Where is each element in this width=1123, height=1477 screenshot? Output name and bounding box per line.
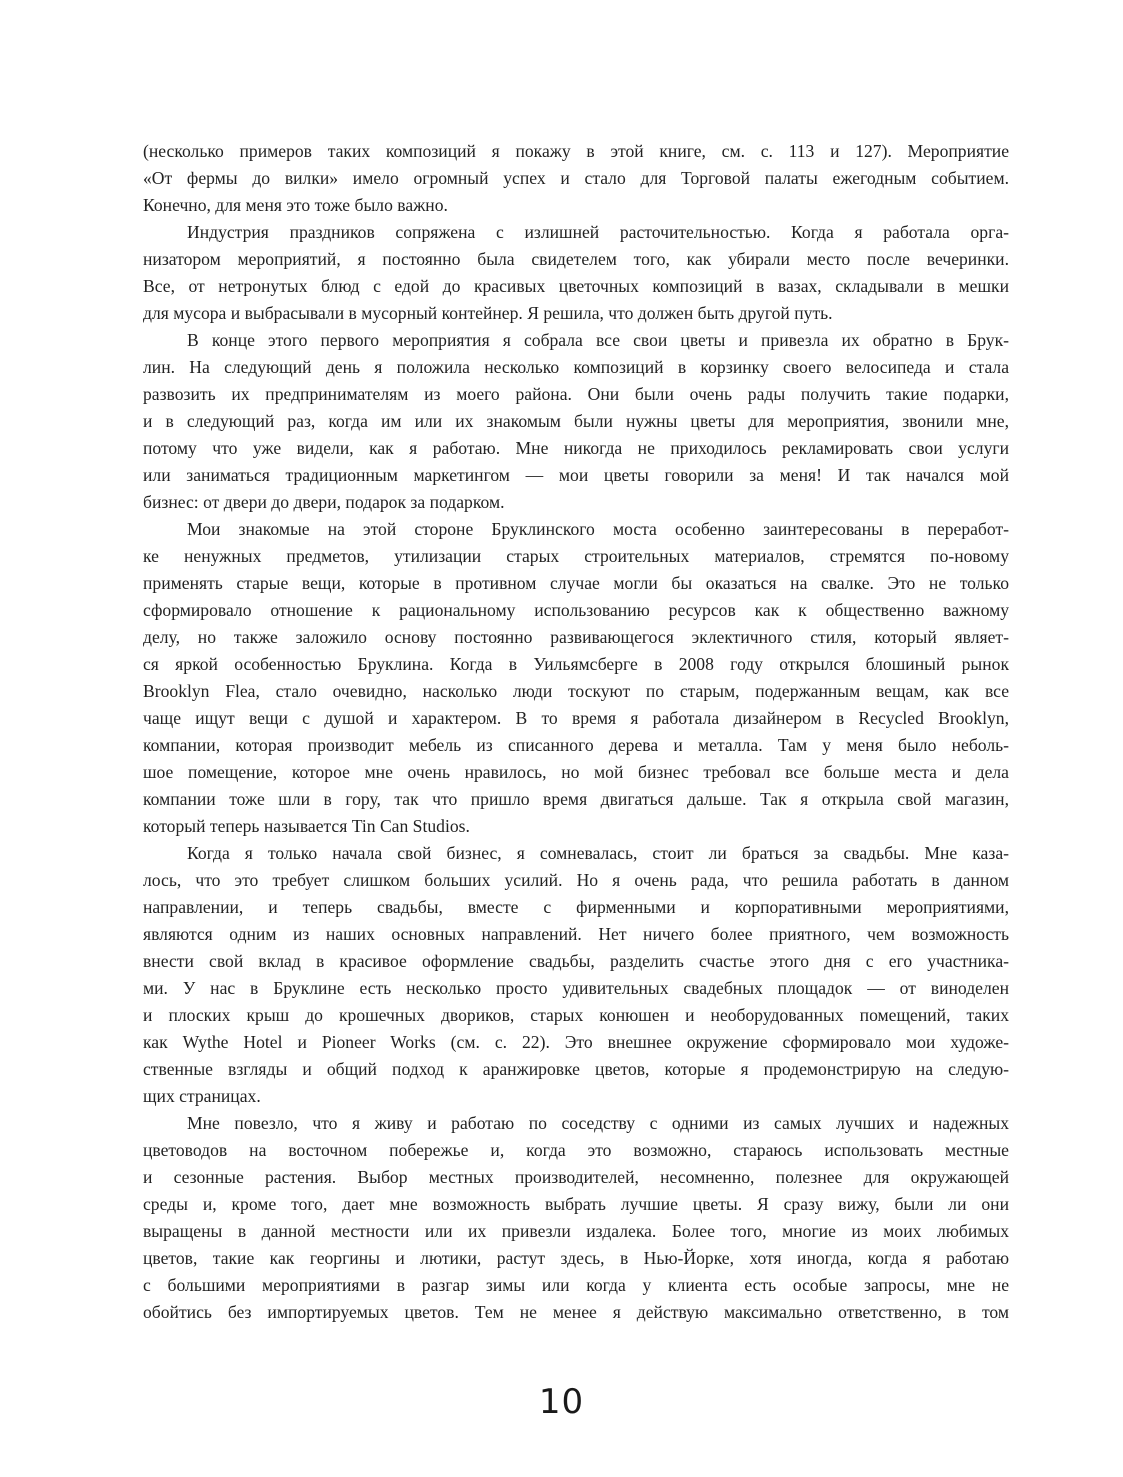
text-line: В конце этого первого мероприятия я собрала все свои цветы и привезла их обратно в Брук-	[187, 330, 1009, 350]
page-number: 10	[538, 1382, 585, 1422]
text-line: являются одним из наших основных направлений. Нет ничего более приятного, чем возможность	[143, 924, 1009, 944]
text-line: как Wythe Hotel и Pioneer Works (см. с. 22). Это внешнее окружение сформировало мои художе-	[143, 1032, 1009, 1052]
text-line: сформировало отношение к рациональному использованию ресурсов как к общественно важному	[143, 600, 1009, 620]
text-line: лось, что это требует слишком больших усилий. Но я очень рада, что решила работать в данном	[143, 870, 1009, 890]
body-text	[143, 138, 1009, 1326]
text-line: ся яркой особенностью Бруклина. Когда в Уильямсберге в 2008 году открылся блошиный рынок	[143, 654, 1009, 674]
paragraph	[143, 327, 1009, 516]
text-line: с большими мероприятиями в разгар зимы или когда у клиента есть особые запросы, мне не	[143, 1275, 1009, 1295]
text-line: (несколько примеров таких композиций я покажу в этой книге, см. с. 113 и 127). Мероприятие	[143, 141, 1009, 161]
paragraph	[143, 1110, 1009, 1326]
text-line: цветов, такие как георгины и лютики, растут здесь, в Нью-Йорке, хотя иногда, когда я работаю	[143, 1248, 1009, 1268]
paragraph	[143, 138, 1009, 219]
paragraph	[143, 516, 1009, 840]
text-line: низатором мероприятий, я постоянно была свидетелем того, как убирали место после вечеринки.	[143, 249, 1009, 269]
text-line: лин. На следующий день я положила несколько композиций в корзинку своего велосипеда и стала	[143, 357, 1009, 377]
text-line: Мои знакомые на этой стороне Бруклинского моста особенно заинтересованы в переработ-	[187, 519, 1009, 539]
text-line: развозить их предпринимателям из моего района. Они были очень рады получить такие подарки,	[143, 384, 1009, 404]
text-line: Brooklyn Flea, стало очевидно, насколько люди тоскуют по старым, подержанным вещам, как все	[143, 681, 1009, 701]
text-line: для мусора и выбрасывали в мусорный контейнер. Я решила, что должен быть другой путь.	[143, 303, 833, 323]
text-line: Индустрия праздников сопряжена с излишней расточительностью. Когда я работала орга-	[187, 222, 1009, 242]
text-line: потому что уже видели, как я работаю. Мне никогда не приходилось рекламировать свои услуги	[143, 438, 1009, 458]
text-line: направлении, и теперь свадьбы, вместе с фирменными и корпоративными мероприятиями,	[143, 897, 1009, 917]
text-line: который теперь называется Tin Can Studios.	[143, 816, 470, 836]
text-line: среды и, кроме того, дает мне возможность выбрать лучшие цветы. Я сразу вижу, были ли они	[143, 1194, 1009, 1214]
text-line: и плоских крыш до крошечных двориков, старых конюшен и необорудованных помещений, таких	[143, 1005, 1009, 1025]
text-line: компании тоже шли в гору, так что пришло время двигаться дальше. Так я открыла свой магазин,	[143, 789, 1009, 809]
text-line: ми. У нас в Бруклине есть несколько просто удивительных свадебных площадок — от виноделен	[143, 978, 1009, 998]
text-line: применять старые вещи, которые в противном случае могли бы оказаться на свалке. Это не только	[143, 573, 1009, 593]
paragraph	[143, 219, 1009, 327]
text-line: и сезонные растения. Выбор местных производителей, несомненно, полезнее для окружающей	[143, 1167, 1009, 1187]
text-line: ственные взгляды и общий подход к аранжировке цветов, которые я продемонстрирую на следую-	[143, 1059, 1009, 1079]
text-line: щих страницах.	[143, 1086, 261, 1106]
text-line: шое помещение, которое мне очень нравилось, но мой бизнес требовал все больше места и дела	[143, 762, 1009, 782]
text-line: ке ненужных предметов, утилизации старых строительных материалов, стремятся по-новому	[143, 546, 1009, 566]
paragraph	[143, 840, 1009, 1110]
text-line: Мне повезло, что я живу и работаю по соседству с одними из самых лучших и надежных	[187, 1113, 1009, 1133]
text-line: чаще ищут вещи с душой и характером. В то время я работала дизайнером в Recycled Brooklyn,	[143, 708, 1009, 728]
text-line: Когда я только начала свой бизнес, я сомневалась, стоит ли браться за свадьбы. Мне каза-	[187, 843, 1009, 863]
text-line: «От фермы до вилки» имело огромный успех и стало для Торговой палаты ежегодным событием.	[143, 168, 1009, 188]
text-line: цветоводов на восточном побережье и, когда это возможно, стараюсь использовать местные	[143, 1140, 1009, 1160]
text-line: Конечно, для меня это тоже было важно.	[143, 195, 448, 215]
text-line: компании, которая производит мебель из списанного дерева и металла. Там у меня было неболь-	[143, 735, 1009, 755]
text-line: бизнес: от двери до двери, подарок за подарком.	[143, 492, 505, 512]
text-line: или заниматься традиционным маркетингом — мои цветы говорили за меня! И так начался мой	[143, 465, 1009, 485]
text-line: Все, от нетронутых блюд с едой до красивых цветочных композиций в вазах, складывали в мешки	[143, 276, 1009, 296]
text-line: выращены в данной местности или их привезли издалека. Более того, многие из моих любимых	[143, 1221, 1009, 1241]
text-line: делу, но также заложило основу постоянно развивающегося эклектичного стиля, который являет-	[143, 627, 1009, 647]
text-line: и в следующий раз, когда им или их знакомым были нужны цветы для мероприятия, звонили мне,	[143, 411, 1009, 431]
text-line: внести свой вклад в красивое оформление свадьбы, разделить счастье этого дня с его участника-	[143, 951, 1009, 971]
text-line: обойтись без импортируемых цветов. Тем не менее я действую максимально ответственно, в том	[143, 1302, 1009, 1322]
